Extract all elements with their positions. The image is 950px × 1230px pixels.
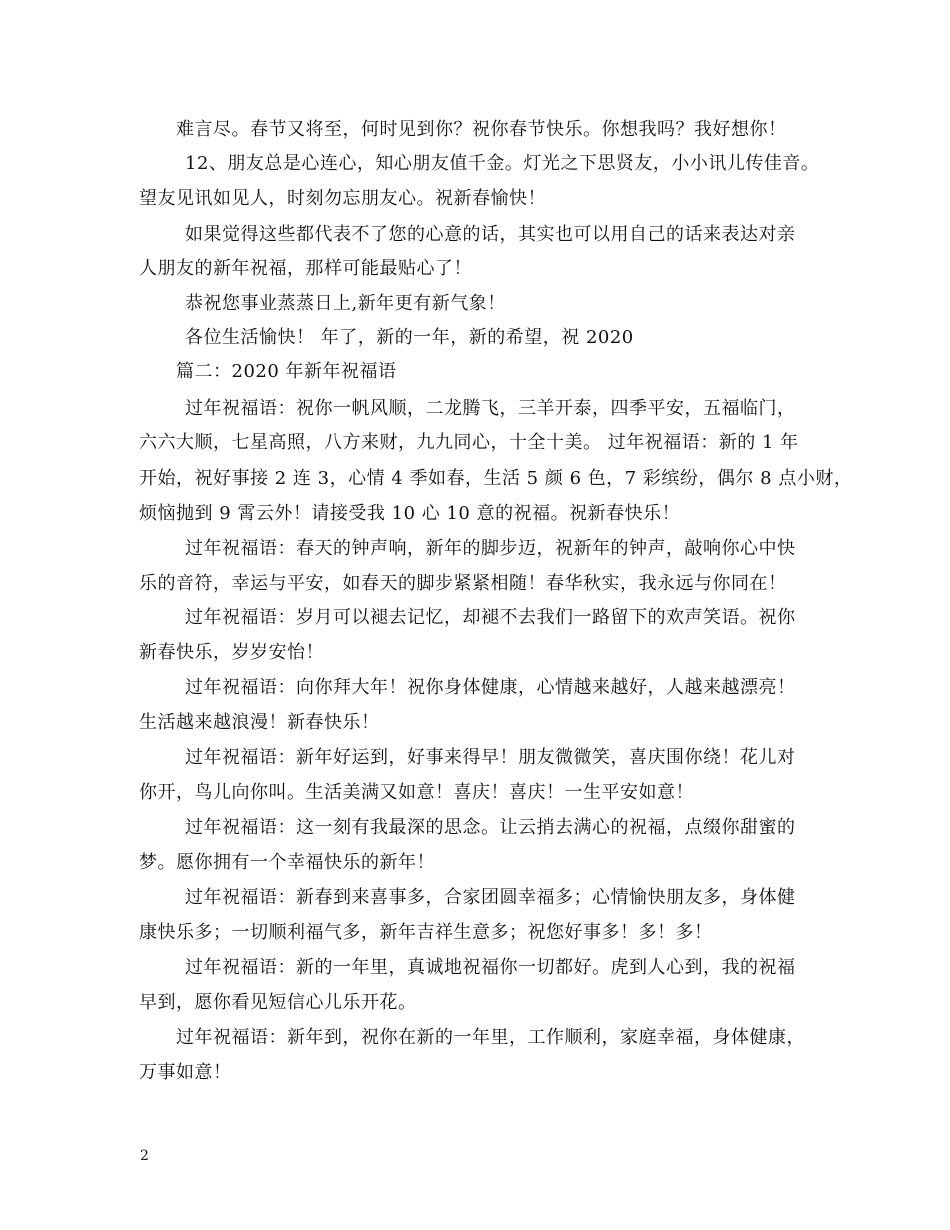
text-line: 生活越来越浪漫！新春快乐！ — [139, 712, 380, 733]
text-line: 烦恼抛到 9 霄云外！请接受我 10 心 10 意的祝福。祝新春快乐！ — [139, 503, 681, 524]
text-line: 过年祝福语：春天的钟声响，新年的脚步迈，祝新年的钟声，敲响你心中快 — [185, 538, 796, 559]
text-line: 你开，鸟儿向你叫。生活美满又如意！喜庆！喜庆！一生平安如意！ — [139, 782, 694, 803]
text-line: 六六大顺，七星高照，八方来财，九九同心，十全十美。 过年祝福语：新的 1 年 — [139, 432, 799, 453]
page-number: 2 — [140, 1148, 149, 1164]
text-line: 过年祝福语：向你拜大年！祝你身体健康，心情越来越好，人越来越漂亮！ — [185, 677, 796, 698]
text-line: 乐的音符，幸运与平安，如春天的脚步紧紧相随！春华秋实，我永远与你同在！ — [139, 573, 787, 594]
text-line: 早到，愿你看见短信心儿乐开花。 — [139, 992, 417, 1013]
text-line: 过年祝福语：岁月可以褪去记忆，却褪不去我们一路留下的欢声笑语。祝你 — [185, 607, 796, 628]
section-heading: 篇二：2020 年新年祝福语 — [176, 361, 397, 382]
text-line: 人朋友的新年祝福，那样可能最贴心了！ — [139, 258, 472, 279]
text-line: 如果觉得这些都代表不了您的心意的话，其实也可以用自己的话来表达对亲 — [185, 224, 796, 245]
text-line: 万事如意！ — [139, 1062, 232, 1083]
text-line: 康快乐多；一切顺利福气多，新年吉祥生意多；祝您好事多！多！多！ — [139, 922, 713, 943]
text-line: 过年祝福语：这一刻有我最深的思念。让云捎去满心的祝福，点缀你甜蜜的 — [185, 817, 796, 838]
text-line: 过年祝福语：祝你一帆风顺，二龙腾飞，三羊开泰，四季平安，五福临门， — [185, 398, 796, 419]
text-line: 12、朋友总是心连心，知心朋友值千金。灯光之下思贤友，小小讯儿传佳音。 — [185, 153, 820, 174]
text-line: 梦。愿你拥有一个幸福快乐的新年！ — [139, 852, 435, 873]
text-line: 难言尽。春节又将至，何时见到你？祝你春节快乐。你想我吗？我好想你！ — [176, 119, 787, 140]
text-line: 各位生活愉快！ 年了，新的一年，新的希望，祝 2020 — [185, 327, 634, 348]
text-line: 望友见讯如见人，时刻勿忘朋友心。祝新春愉快！ — [139, 188, 546, 209]
text-line: 恭祝您事业蒸蒸日上,新年更有新气象！ — [185, 293, 506, 314]
text-line: 开始，祝好事接 2 连 3，心情 4 季如春，生活 5 颜 6 色，7 彩缤纷，偶尔 8 点小财， — [139, 468, 853, 489]
text-line: 过年祝福语：新年到，祝你在新的一年里，工作顺利，家庭幸福，身体健康， — [176, 1027, 805, 1048]
text-line: 过年祝福语：新年好运到，好事来得早！朋友微微笑，喜庆围你绕！花儿对 — [185, 747, 796, 768]
text-line: 过年祝福语：新春到来喜事多，合家团圆幸福多；心情愉快朋友多，身体健 — [185, 887, 796, 908]
text-line: 过年祝福语：新的一年里，真诚地祝福你一切都好。虎到人心到，我的祝福 — [185, 957, 796, 978]
text-line: 新春快乐，岁岁安怡！ — [139, 642, 324, 663]
